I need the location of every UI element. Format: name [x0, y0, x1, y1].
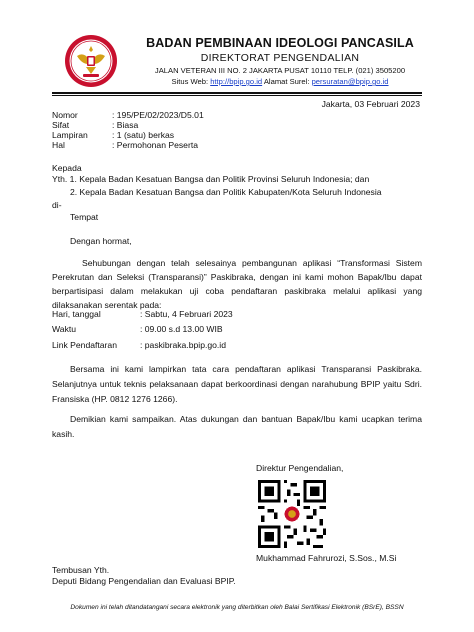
- email-label: Alamat Surel:: [263, 77, 310, 86]
- schedule-value-link[interactable]: : paskibraka.bpip.go.id: [140, 340, 226, 350]
- schedule-label-link: Link Pendaftaran: [52, 340, 117, 350]
- recipient-line-2: 2. Kepala Badan Kesatuan Bangsa dan Politik Kabupaten/Kota Seluruh Indonesia: [70, 187, 382, 197]
- meta-value-lampiran: : 1 (satu) berkas: [112, 130, 175, 140]
- greeting: Dengan hormat,: [70, 236, 132, 246]
- paragraph-closing: Demikian kami sampaikan. Atas dukungan dan bantuan Bapak/Ibu kami ucapkan terima kasih.: [52, 414, 422, 439]
- meta-value-sifat: : Biasa: [112, 120, 139, 130]
- meta-value-nomor: : 195/PE/02/2023/D5.01: [112, 110, 204, 120]
- recipient-tempat: Tempat: [70, 212, 99, 222]
- recipient-kepada: Kepada: [52, 163, 82, 173]
- e-signature-footer: Dokumen ini telah ditandatangani secara elektronik yang diterbitkan oleh Balai Sertifikasi Elektronik (BSrE), BSSN: [70, 604, 404, 611]
- meta-label-sifat: Sifat: [52, 120, 70, 130]
- qr-code-icon: [258, 480, 326, 548]
- header-rule-thick: [52, 92, 422, 94]
- meta-value-hal: : Permohonan Peserta: [112, 140, 198, 150]
- schedule-value-date: : Sabtu, 4 Februari 2023: [140, 309, 233, 319]
- bpip-logo-icon: [64, 34, 118, 88]
- header-rule-thin: [52, 95, 422, 96]
- schedule-label-time: Waktu: [52, 324, 77, 334]
- meta-label-hal: Hal: [52, 140, 65, 150]
- schedule-value-time: : 09.00 s.d 13.00 WIB: [140, 324, 223, 334]
- recipient-line-1: Yth. 1. Kepala Badan Kesatuan Bangsa dan Politik Provinsi Seluruh Indonesia; dan: [52, 174, 370, 184]
- paragraph-intro: Sehubungan dengan telah selesainya pembangunan aplikasi “Transformasi Sistem Perekrutan dan Seleksi (Transparansi)” Paskibraka, dengan ini kami mohon Bapak/Ibu dapat berpartisipasi dalam melakukan uji coba pendaftaran paskibraka melalui aplikasi yang dilaksanakan serentak pada:: [52, 258, 422, 310]
- web-link[interactable]: http://bpip.go.id: [210, 77, 263, 86]
- contact-line: [130, 77, 430, 86]
- web-label: Situs Web:: [171, 77, 209, 86]
- address: JALAN VETERAN III NO. 2 JAKARTA PUSAT 10110 TELP. (021) 3505200: [154, 66, 406, 75]
- letter-date: Jakarta, 03 Februari 2023: [321, 99, 420, 109]
- cc-recipient: Deputi Bidang Pengendalian dan Evaluasi BPIP.: [52, 576, 236, 586]
- signature-title: Direktur Pengendalian,: [256, 463, 344, 473]
- cc-label: Tembusan Yth.: [52, 565, 110, 575]
- paragraph-attachment: Bersama ini kami lampirkan tata cara pendaftaran aplikasi Transparansi Paskibraka. Selanjutnya untuk teknis pelaksanaan dapat berkoordinasi dengan narahubung BPIP yaitu Sdri. Fransiska (HP. 0812 1276 1266).: [52, 364, 422, 404]
- recipient-di: di-: [52, 200, 62, 210]
- directorate-name: DIREKTORAT PENGENDALIAN: [200, 52, 360, 64]
- email-link[interactable]: persuratan@bpip.go.id: [311, 77, 389, 86]
- schedule-label-date: Hari, tanggal: [52, 309, 101, 319]
- org-name: BADAN PEMBINAAN IDEOLOGI PANCASILA: [146, 36, 414, 50]
- signatory-name: Mukhammad Fahrurozi, S.Sos., M.Si: [256, 553, 397, 563]
- meta-label-nomor: Nomor: [52, 110, 78, 120]
- meta-label-lampiran: Lampiran: [52, 130, 88, 140]
